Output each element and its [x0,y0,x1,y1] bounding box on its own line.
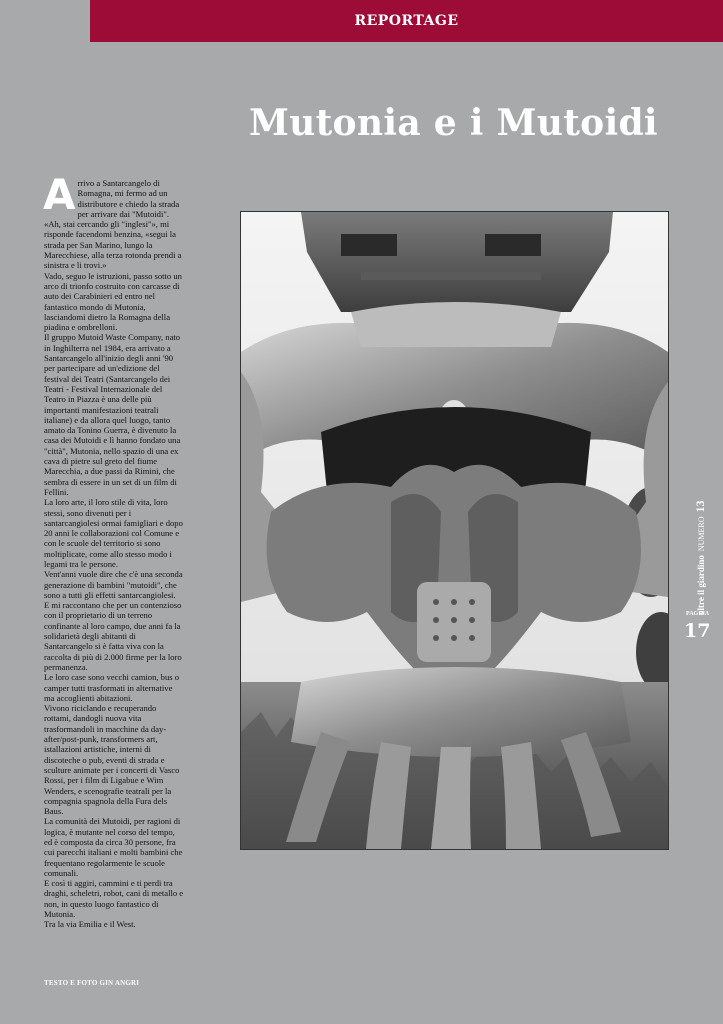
magazine-sidebar [688,497,712,615]
issue-number: 13 [693,500,707,513]
article-paragraph: Le loro case sono vecchi camion, bus o camper tutti trasformati in alternative ma accoglienti abitazioni. [44,672,180,703]
article-title: Mutonia e i Mutoidi [249,102,658,144]
magazine-name: oltre il giardino [696,555,706,615]
article-paragraph: La comunità dei Mutoidi, per ragioni di logica, è mutante nel corso del tempo, ed è composta da circa 30 persone, fra cui parecchi italiani e molti bambini che frequentano regolarmente le scuole comunali. [44,816,183,878]
issue-label: NUMERO [697,516,706,552]
article-paragraph: La loro arte, il loro stile di vita, loro stessi, sono divenuti per i santarcangiolesi ormai famigliari e dopo 20 anni le collaborazioni col Comune e con le scuole del territorio si sono moltiplicate, come allo stesso modo i legami tra le persone. [44,497,183,569]
article-paragraph: Vado, seguo le istruzioni, passo sotto un arco di trionfo costruito con carcasse di auto dei Carabinieri ed entro nel fantastico mondo di Mutonia, lasciandomi dietro la Romagna della piadina e ombrelloni. [44,270,182,333]
article-paragraph: rrivo a Santarcangelo di Romagna, mi fermo ad un distributore e chiedo la strada per arrivare dai "Mutoidi". [77,178,180,219]
page-number: 17 [684,620,711,642]
sculpture-photo-illustration [241,212,668,849]
page-label: PAGINA [686,611,710,617]
article-paragraph: Tra la via Emilia e il West. [44,919,136,930]
section-label: REPORTAGE [354,13,459,29]
article-body [43,170,184,930]
photo-credit: TESTO E FOTO GIN ANGRI [44,979,140,987]
article-paragraph: «Ah, stai cercando gli "inglesi"», mi risponde facendomi benzina, «segui la strada per San Marino, lungo la Marecchiese, alla terza rotonda prendi a sinistra e li trovi.» [44,219,182,271]
article-paragraph: E così ti aggiri, cammini e ti perdi tra draghi, scheletri, robot, cani di metallo e non, in questo luogo fantastico di Mutonia. [44,878,184,920]
drop-cap: A [43,170,76,219]
article-paragraph: Vent'anni vuole dire che c'è una seconda generazione di bambini "mutoidi", che sono a tutti gli effetti santarcangiolesi. [44,569,183,600]
article-photo [240,211,669,850]
article-paragraph: Vivono riciclando e recuperando rottami, dandogli nuova vita trasformandoli in macchine da day-after/post-punk, transformers art, istallazioni artistiche, interni di discoteche o pub, eventi di strada e sculture animate per i concerti di Vasco Rossi, per i film di Ligabue e Wim Wenders, e scenografie teatrali per la compagnia spagnola della Fura dels Baus. [44,703,180,817]
article-paragraph: Il gruppo Mutoid Waste Company, nato in Inghilterra nel 1984, era arrivato a Santarcangelo all'inizio degli anni '90 per partecipare ad un'edizione del festival dei Teatri (Santarcangelo dei Teatri - Festival Internazionale del Teatro in Piazza è una delle più importanti manifestazioni teatrali italiane) e da allora quel luogo, tanto amato da Tonino Guerra, è divenuto la casa dei Mutoidi e lì hanno fondato una "città", Mutonia, nello spazio di una ex cava di pietre sul greto del fiume Marecchia, a due passi da Rimini, che sembra di essere in un set di un film di Fellini. [44,332,181,497]
section-banner [90,0,723,42]
article-paragraph: E mi raccontano che per un contenzioso con il proprietario di un terreno confinante al loro campo, due anni fa la solidarietà degli abitanti di Santarcangelo si è fatta viva con la raccolta di più di 2.000 firme per la loro permanenza. [44,600,182,672]
